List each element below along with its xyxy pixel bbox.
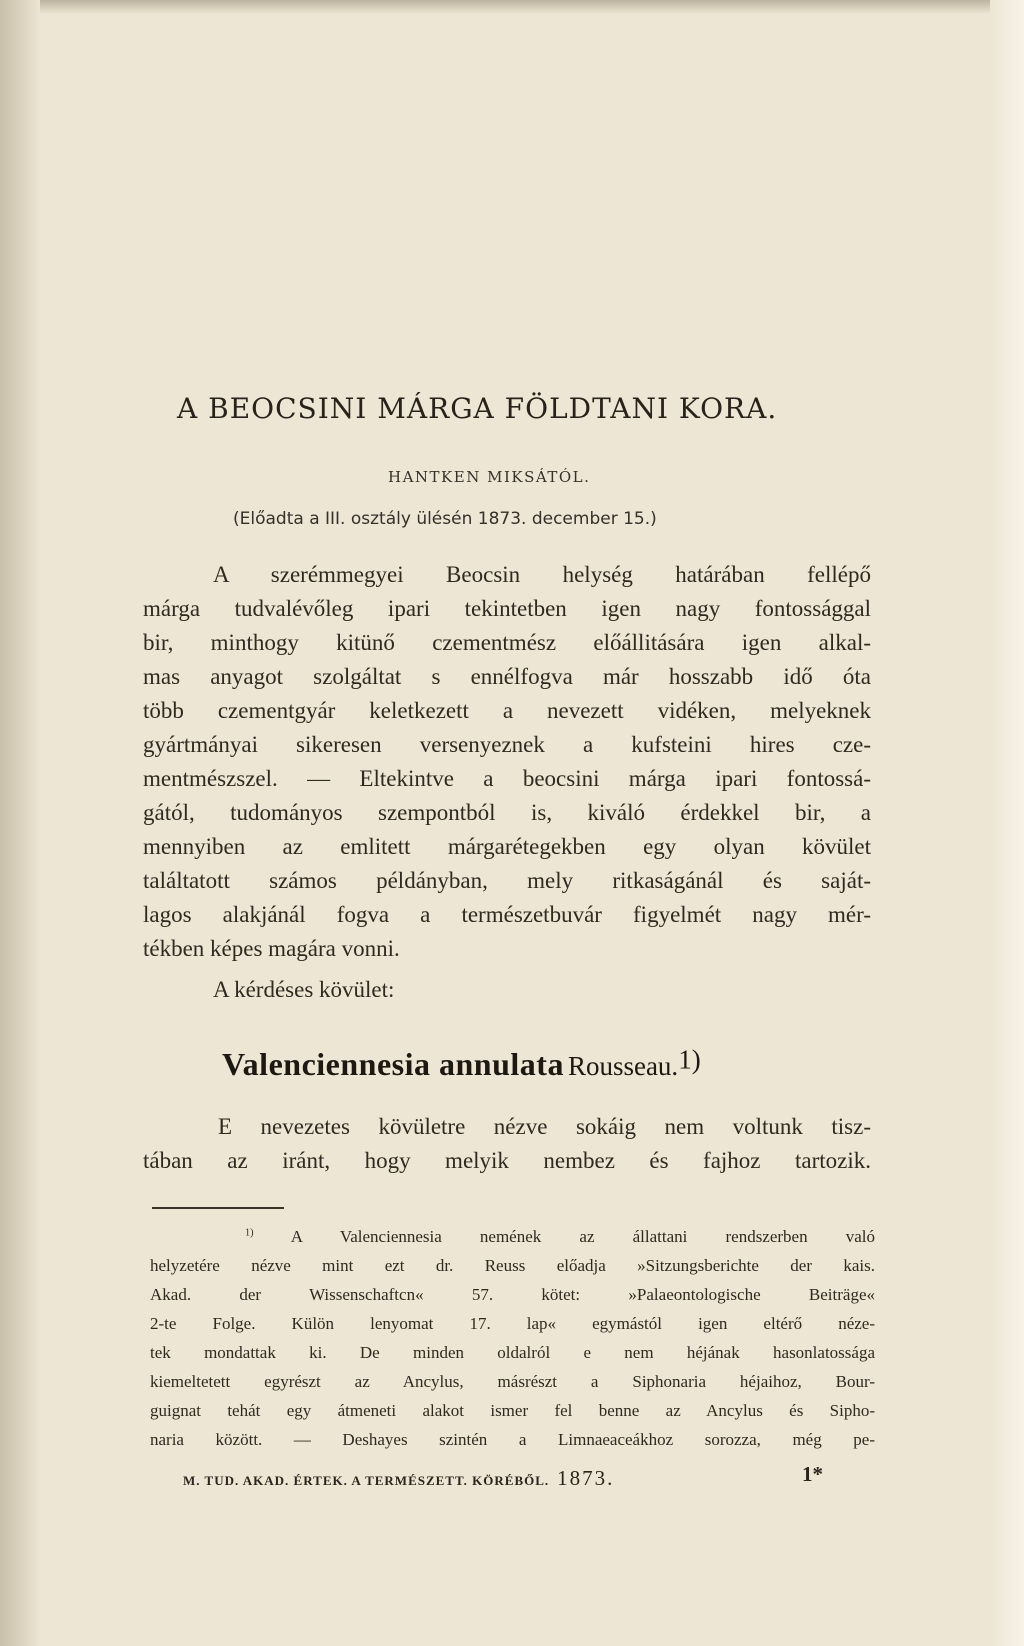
footnote-line: tek mondattak ki. De minden oldalról e nem héjának hasonlatossága <box>150 1343 875 1362</box>
footnote-line: kiemeltetett egyrészt az Ancylus, másrészt a Siphonaria héjaihoz, Bour- <box>150 1372 875 1391</box>
species-heading <box>222 1046 701 1083</box>
species-author: Rousseau. <box>567 1051 679 1081</box>
text-line: lagos alakjánál fogva a természetbuvár figyelmét nagy mér- <box>143 902 871 927</box>
text-line: mas anyagot szolgáltat s ennélfogva már hosszabb idő óta <box>143 664 871 689</box>
second-paragraph <box>143 1110 871 1178</box>
text-line: mentmészszel. — Eltekintve a beocsini márga ipari fontossá- <box>143 766 871 791</box>
text-line: tékben képes magára vonni. <box>143 936 400 961</box>
text-line: gyártmányai sikeresen versenyeznek a kufsteini hires cze- <box>143 732 871 757</box>
page-top-shadow <box>0 0 1024 14</box>
footnote-line: 2-te Folge. Külön lenyomat 17. lap« egymástól igen eltérő néze- <box>150 1314 875 1333</box>
footnote-line: helyzetére nézve mint ezt dr. Reuss előadja »Sitzungsberichte der kais. <box>150 1256 875 1275</box>
page-footer <box>183 1462 823 1491</box>
article-author: HANTKEN MIKSÁTÓL. <box>388 468 591 486</box>
text-line: mennyiben az emlitett márgarétegekben egy olyan kövület <box>143 834 871 859</box>
text-line: találtatott számos példányban, mely ritkaságánál és saját- <box>143 868 871 893</box>
footnote-block <box>150 1222 875 1454</box>
article-title: A BEOCSINI MÁRGA FÖLDTANI KORA. <box>177 392 778 425</box>
text-line: A szerémmegyei Beocsin helység határában fellépő <box>213 562 871 587</box>
text-line: márga tudvalévőleg ipari tekintetben igen nagy fontossággal <box>143 596 871 621</box>
species-name: Valenciennesia annulata <box>222 1046 564 1082</box>
text-line: több czementgyár keletkezett a nevezett vidéken, melyeknek <box>143 698 871 723</box>
text-line: gától, tudományos szempontból is, kiváló érdekkel bir, a <box>143 800 871 825</box>
page-binding-shadow <box>0 0 40 1646</box>
footnote-line: naria között. — Deshayes szintén a Limnaeaceákhoz sorozza, még pe- <box>150 1430 875 1449</box>
footnote-reference[interactable]: 1) <box>678 1044 701 1075</box>
text-line: E nevezetes kövületre nézve sokáig nem voltunk tisz- <box>218 1114 871 1139</box>
footnote-line <box>150 1222 875 1251</box>
text-line: tában az iránt, hogy melyik nembez és fajhoz tartozik. <box>143 1148 871 1173</box>
footnote-line: guignat tehát egy átmeneti alakot ismer fel benne az Ancylus és Sipho- <box>150 1401 875 1420</box>
footnote-divider <box>152 1207 284 1209</box>
text-line: bir, minthogy kitünő czementmész előállitására igen alkal- <box>143 630 871 655</box>
journal-name: M. TUD. AKAD. ÉRTEK. A TERMÉSZETT. KÖRÉBŐL. <box>183 1473 550 1488</box>
presentation-note: (Előadta a III. osztály ülésén 1873. december 15.) <box>233 509 657 529</box>
intro-paragraph <box>143 558 871 966</box>
journal-year: 1873. <box>557 1466 615 1490</box>
footnote-text: A Valenciennesia nemének az állattani rendszerben való <box>290 1227 875 1246</box>
footnote-marker: 1) <box>245 1227 254 1239</box>
signature-mark: 1* <box>802 1462 823 1486</box>
page-right-edge <box>990 0 1024 1646</box>
footnote-line: Akad. der Wissenschaftcn« 57. kötet: »Palaeontologische Beiträge« <box>150 1285 875 1304</box>
query-line: A kérdéses kövület: <box>213 977 395 1002</box>
